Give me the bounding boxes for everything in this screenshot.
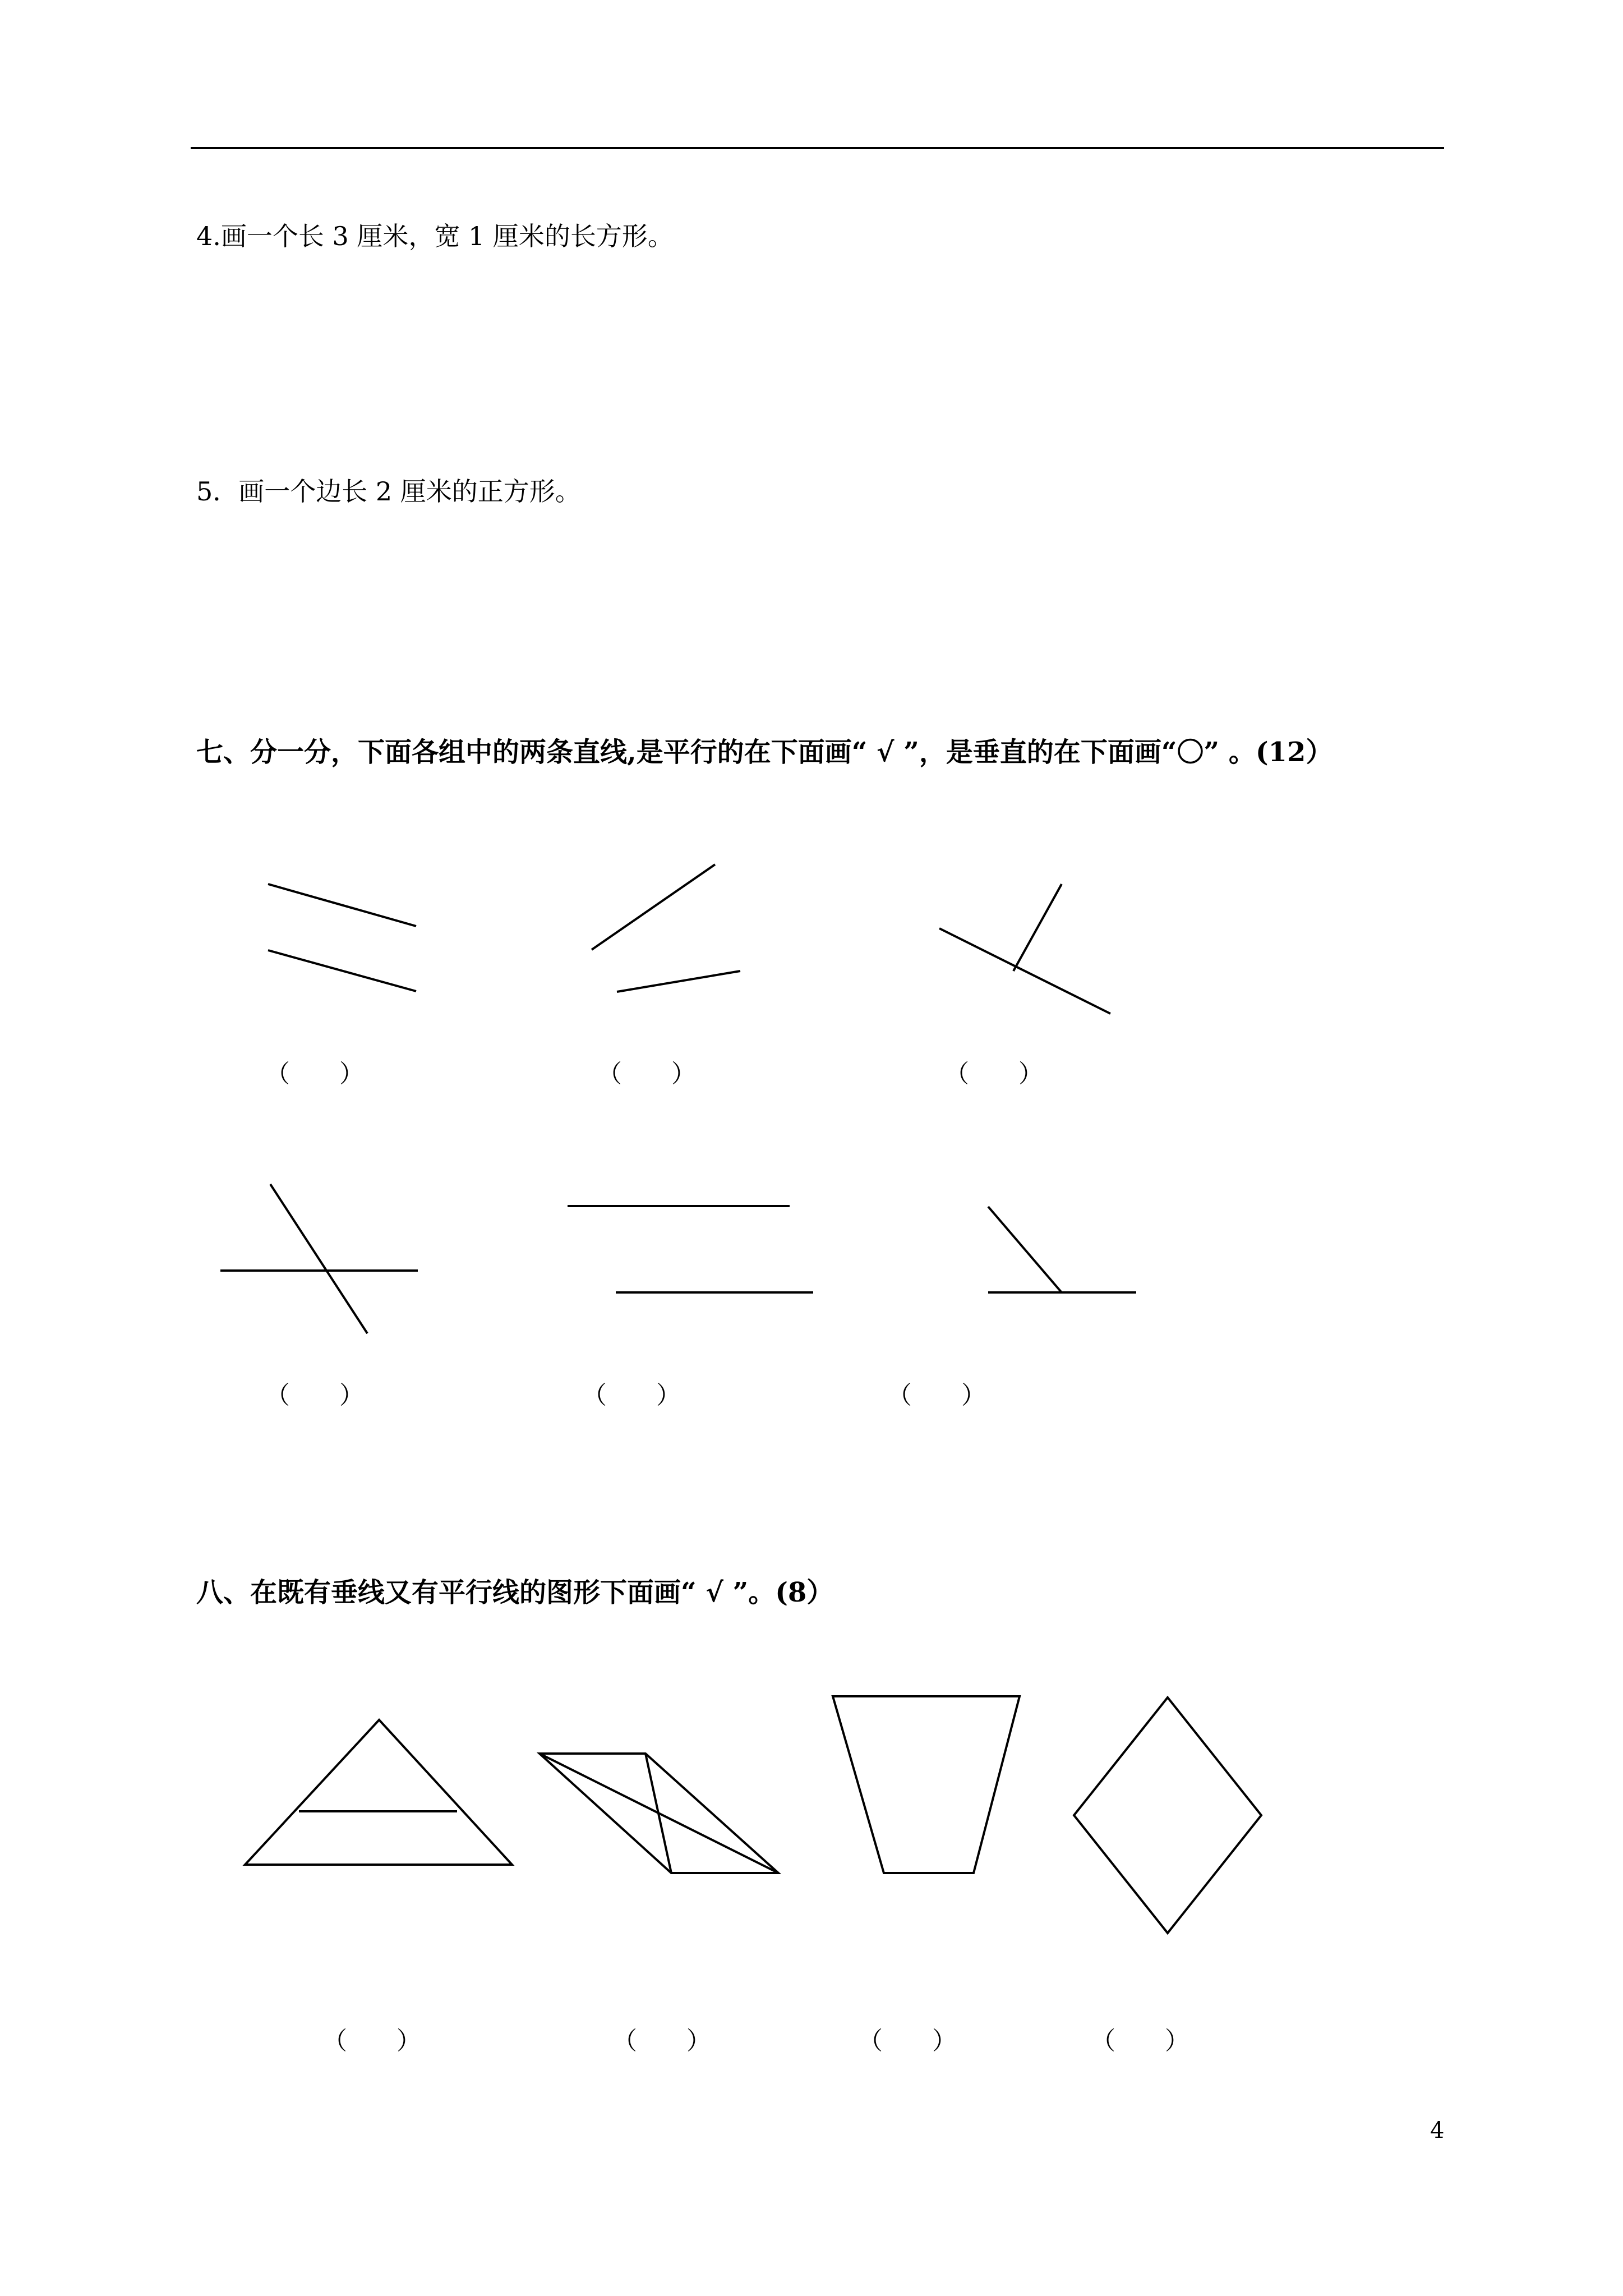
- answer-blank-8-4[interactable]: （ ）: [1091, 2027, 1189, 2055]
- trapezoid: [833, 1696, 1020, 1873]
- answer-blank-8-1[interactable]: （ ）: [322, 2027, 421, 2055]
- line-pair-6: [988, 1207, 1136, 1292]
- answer-blank-7-4[interactable]: （ ）: [265, 1381, 364, 1410]
- section-8-title: 八、在既有垂线又有平行线的图形下面画“ √ ”。(8）: [196, 1577, 834, 1608]
- line-pair-2: [592, 864, 740, 992]
- parallelogram-with-diagonals: [540, 1754, 778, 1873]
- answer-blank-8-2[interactable]: （ ）: [612, 2027, 711, 2055]
- page-number: 4: [1430, 2118, 1445, 2143]
- triangle-with-midline: [245, 1720, 512, 1865]
- answer-blank-7-1[interactable]: （ ）: [265, 1060, 364, 1088]
- line-pair-1: [268, 884, 416, 991]
- line-pair-5: [568, 1206, 813, 1292]
- question-4: 4.画一个长 3 厘米，宽 1 厘米的长方形。: [196, 221, 674, 251]
- line-pair-4: [220, 1184, 418, 1333]
- answer-blank-7-3[interactable]: （ ）: [944, 1060, 1043, 1088]
- line-pair-3: [939, 884, 1110, 1014]
- answer-blank-7-6[interactable]: （ ）: [887, 1381, 986, 1410]
- answer-blank-7-5[interactable]: （ ）: [582, 1381, 681, 1410]
- question-5: 5．画一个边长 2 厘米的正方形。: [196, 476, 581, 507]
- answer-blank-8-3[interactable]: （ ）: [858, 2027, 957, 2055]
- answer-blank-7-2[interactable]: （ ）: [597, 1060, 696, 1088]
- section-7-title: 七、分一分，下面各组中的两条直线,是平行的在下面画“ √ ”，是垂直的在下面画“〇” 。(12）: [196, 737, 1333, 768]
- rhombus: [1074, 1697, 1261, 1933]
